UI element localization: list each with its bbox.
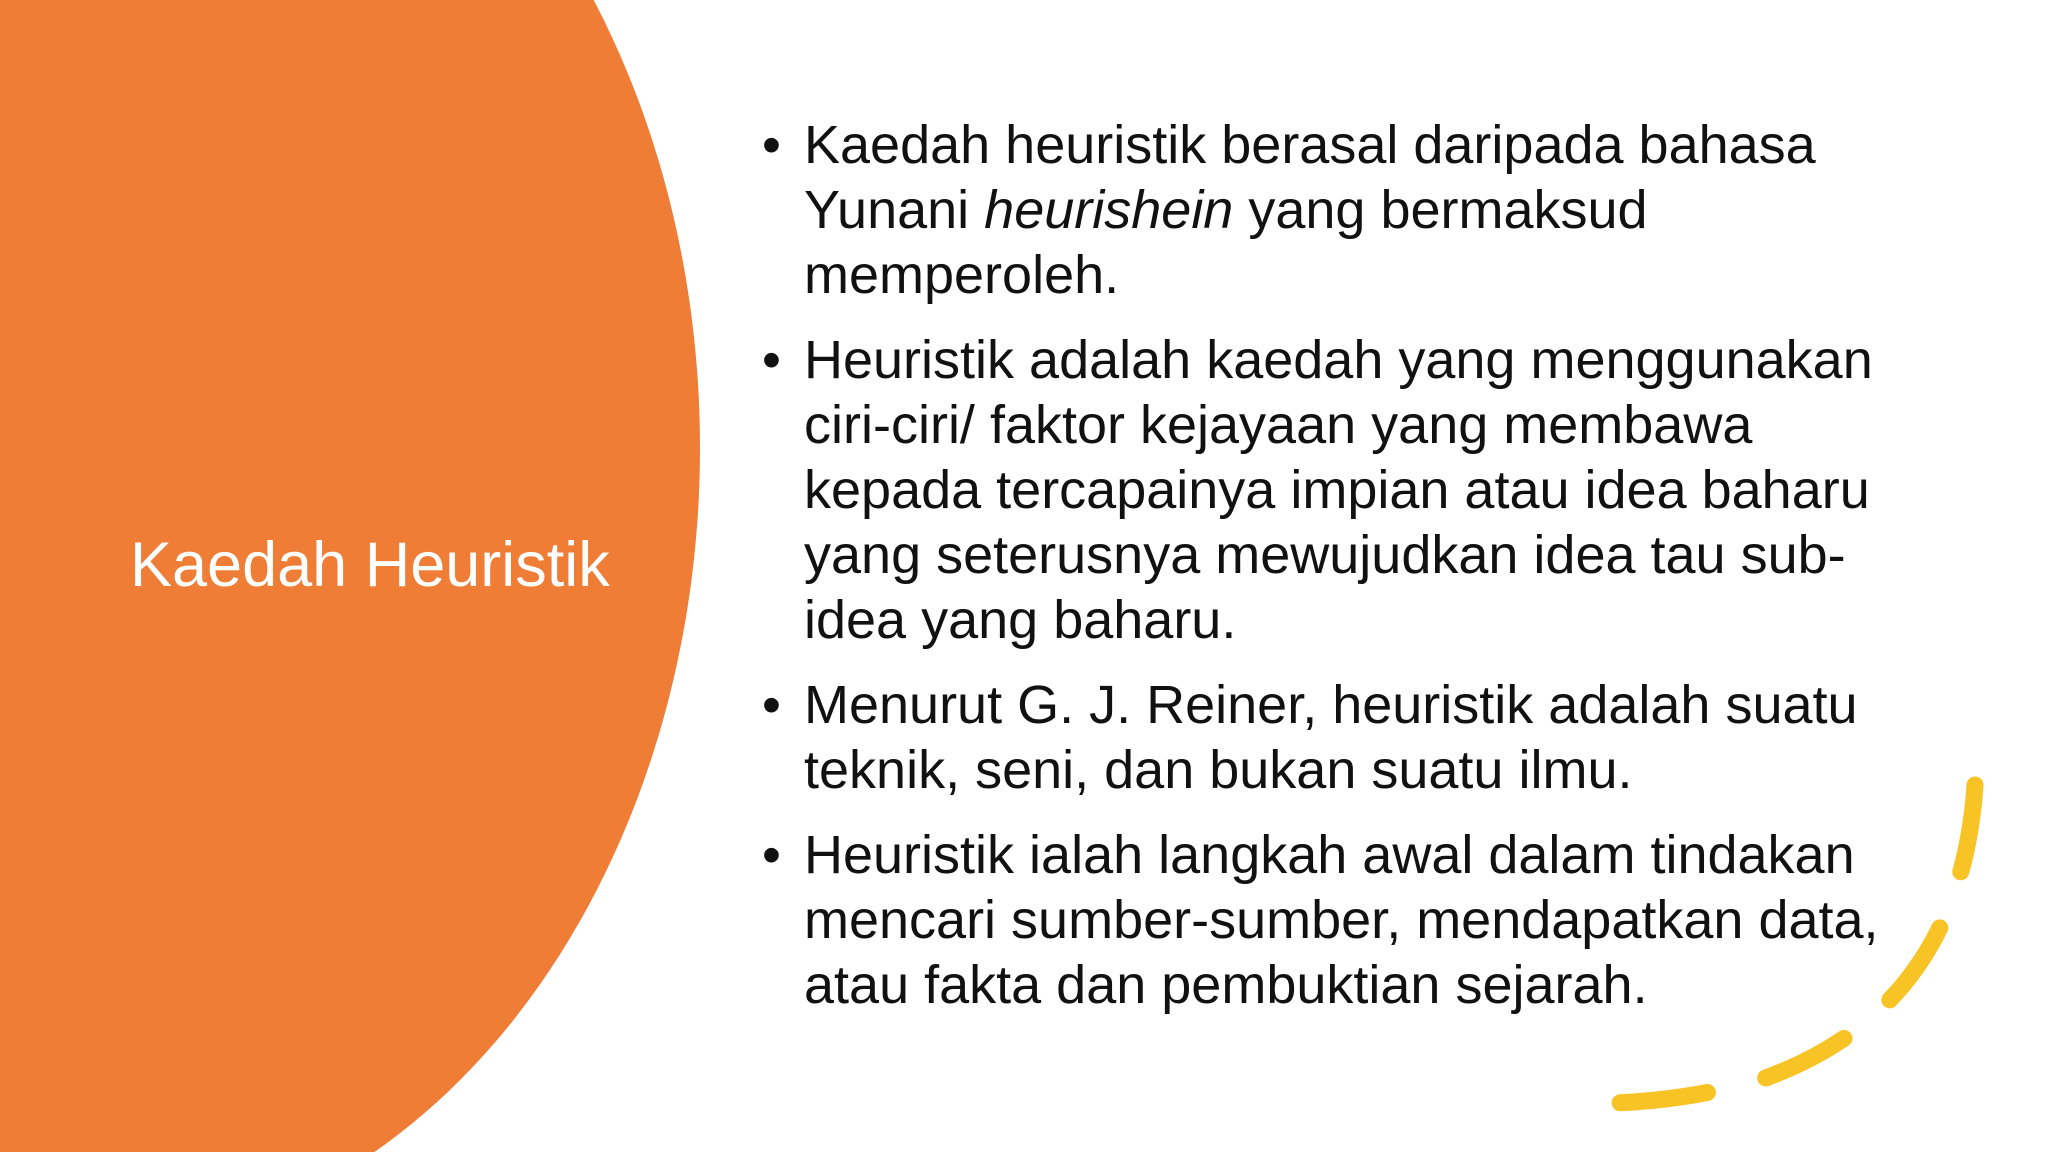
bullet-text: Heuristik adalah kaedah yang menggunakan ciri-ciri/ faktor kejayaan yang membawa kepada tercapainya impian atau idea baharu yang seterusnya mewujudkan idea tau sub-idea yang baharu. <box>804 330 1873 650</box>
dashed-arc-path <box>1615 785 1975 1103</box>
slide-title: Kaedah Heuristik <box>130 530 610 600</box>
bullet-italic-term: heurishein <box>984 180 1234 240</box>
bullet-text: Kaedah heuristik berasal daripada bahasa Yunani <box>804 115 1816 240</box>
bullet-text: Heuristik ialah langkah awal dalam tindakan mencari sumber-sumber, mendapatkan data, atau fakta dan pembuktian sejarah. <box>804 825 1879 1015</box>
bullet-text: Menurut G. J. Reiner, heuristik adalah suatu teknik, seni, dan bukan suatu ilmu. <box>804 675 1858 800</box>
bullet-text: yang bermaksud memperoleh. <box>804 180 1648 305</box>
